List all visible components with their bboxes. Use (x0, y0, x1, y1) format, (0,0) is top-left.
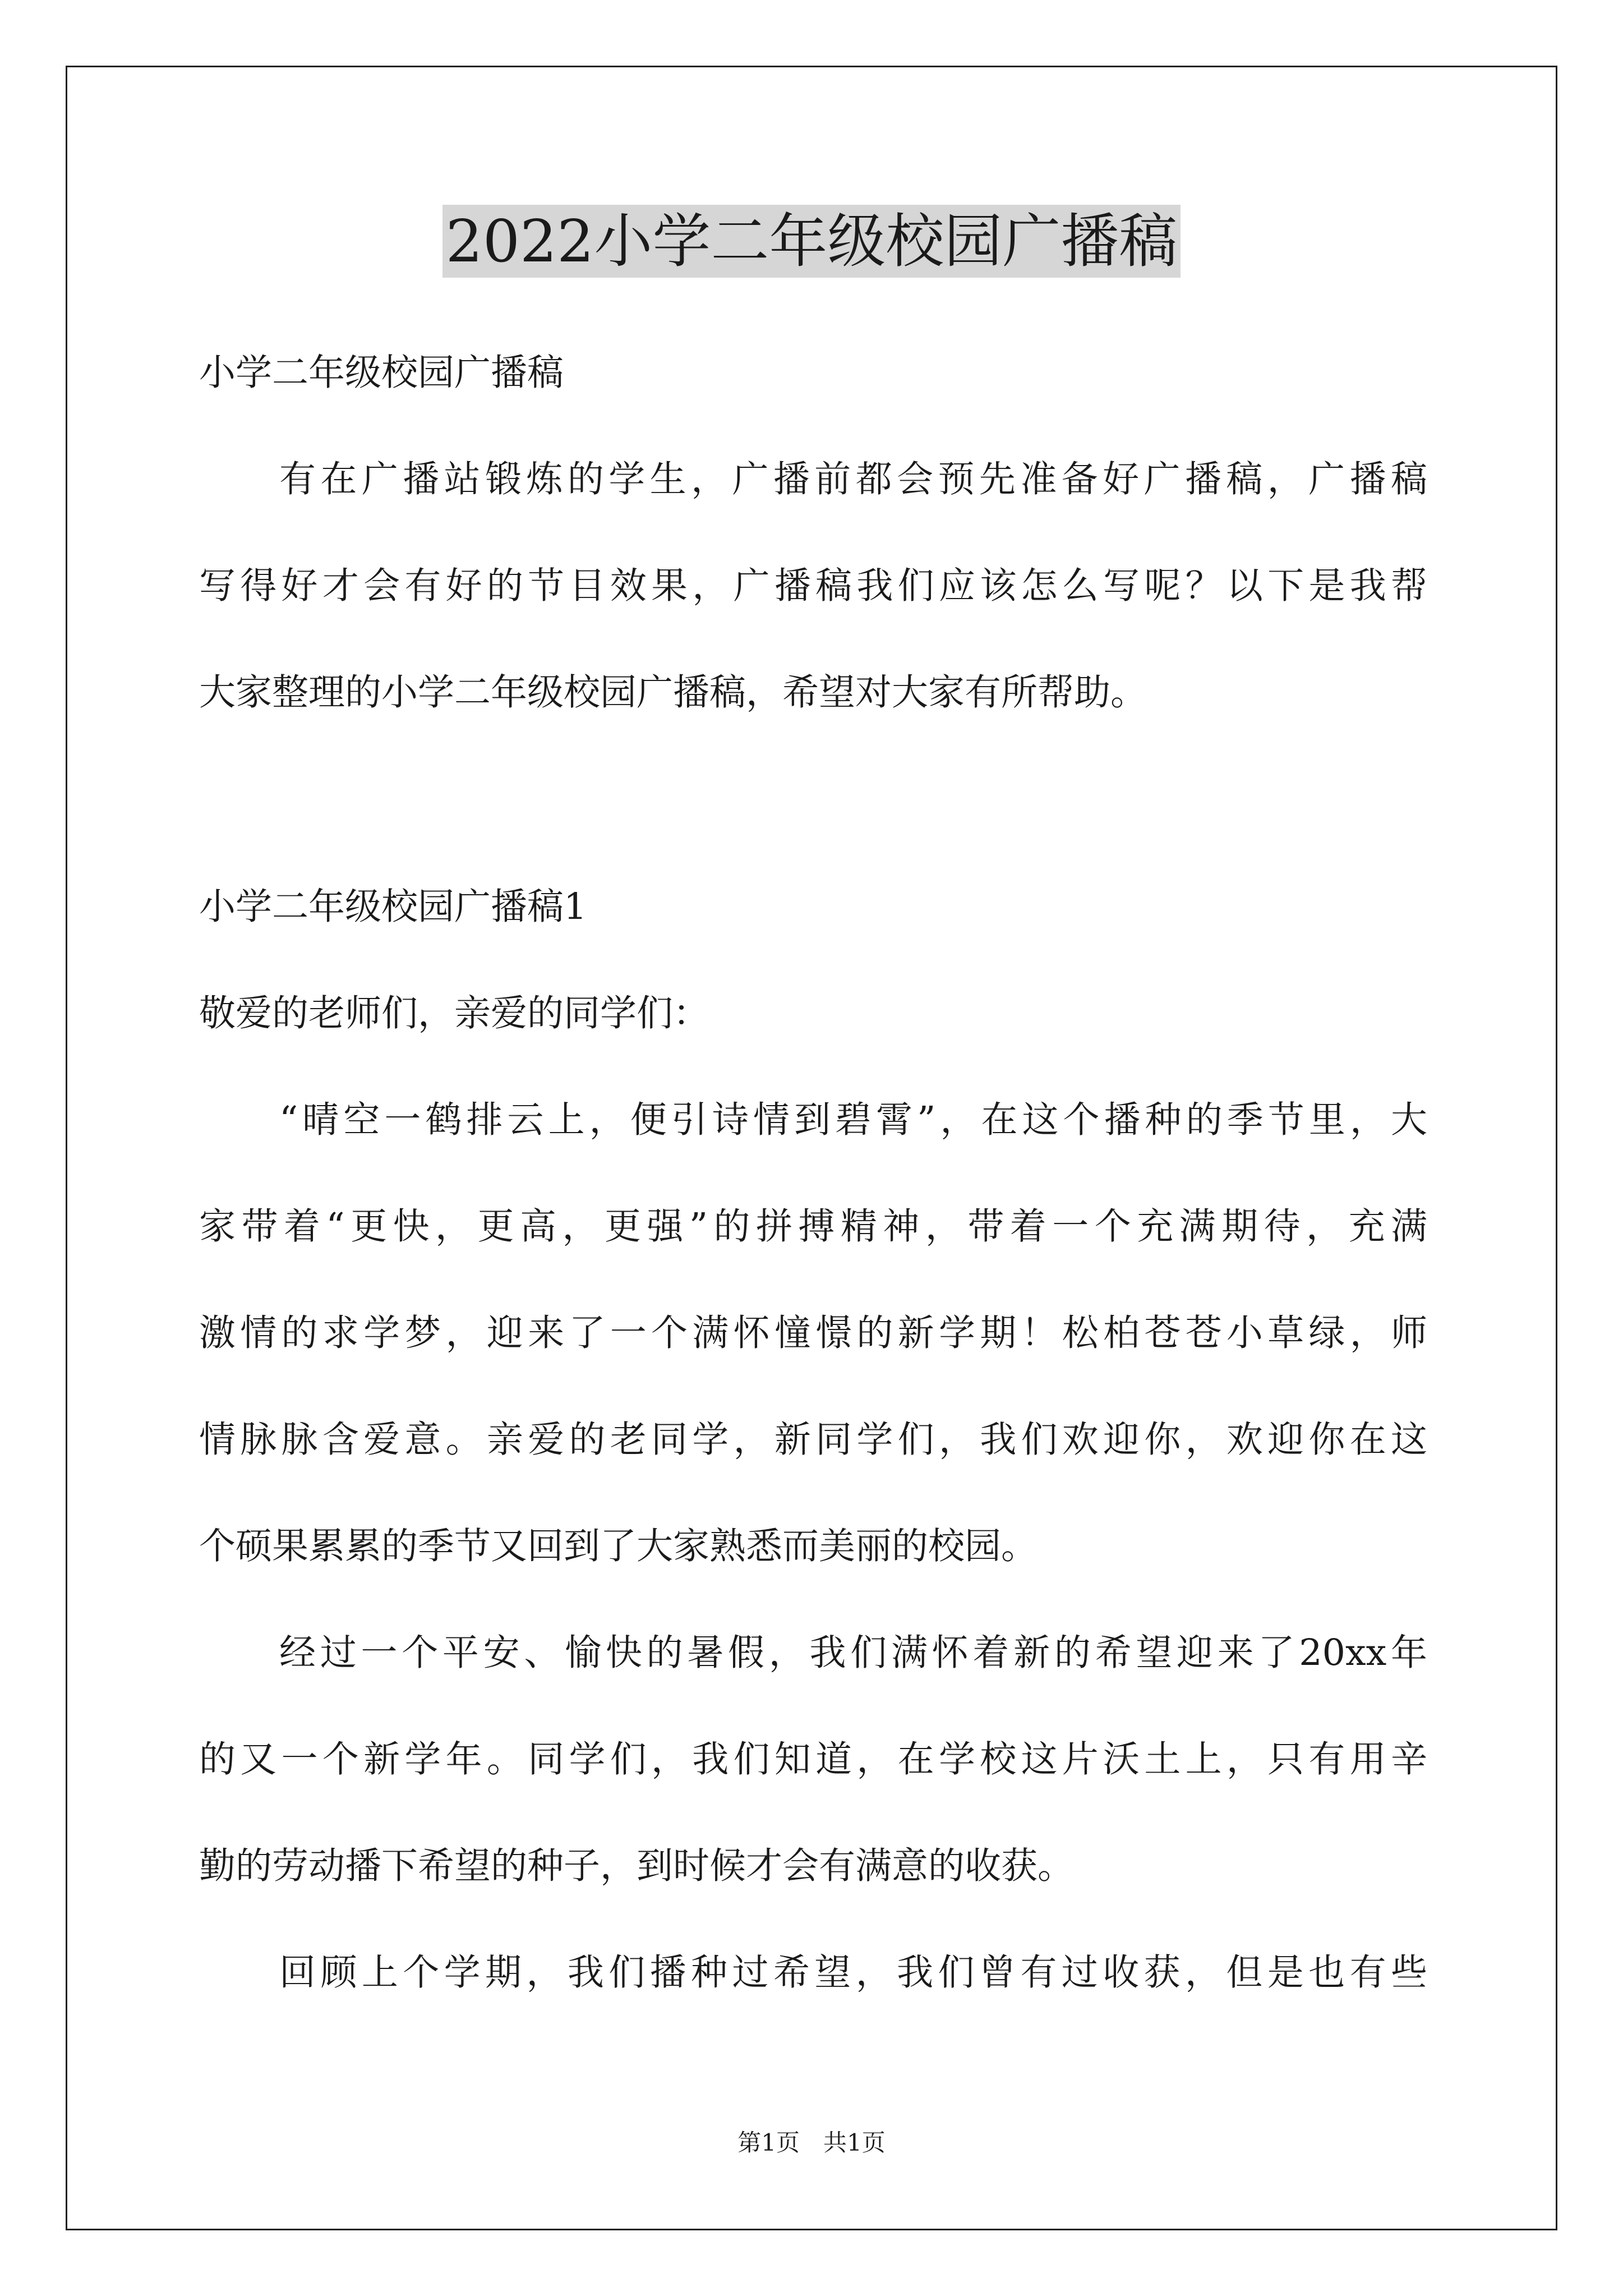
document-title (0, 202, 1623, 280)
paragraph-1 (199, 1092, 1427, 1575)
paragraph-line: 的又一个新学年。同学们，我们知道，在学校这片沃土上，只有用辛 (199, 1738, 1427, 1780)
title-highlight: 2022小学二年级校园广播稿 (442, 205, 1181, 278)
paragraph-2 (199, 1625, 1427, 1894)
paragraph-3 (199, 1945, 1427, 2001)
intro-paragraph (199, 452, 1427, 721)
intro-line: 有在广播站锻炼的学生，广播前都会预先准备好广播稿，广播稿 (279, 458, 1427, 500)
paragraph-line: 情脉脉含爱意。亲爱的老同学，新同学们，我们欢迎你，欢迎你在这 (199, 1419, 1427, 1461)
paragraph-line: 勤的劳动播下希望的种子，到时候才会有满意的收获。 (199, 1845, 1075, 1887)
paragraph-line: 回顾上个学期，我们播种过希望，我们曾有过收获，但是也有些 (279, 1952, 1427, 1994)
intro-line: 大家整理的小学二年级校园广播稿，希望对大家有所帮助。 (199, 671, 1147, 714)
paragraph-line: 激情的求学梦，迎来了一个满怀憧憬的新学期！松柏苍苍小草绿，师 (199, 1312, 1427, 1354)
paragraph-line: 经过一个平安、愉快的暑假，我们满怀着新的希望迎来了20xx年 (279, 1632, 1427, 1674)
subtitle: 小学二年级校园广播稿 (199, 352, 564, 394)
intro-line: 写得好才会有好的节目效果，广播稿我们应该怎么写呢？以下是我帮 (199, 565, 1427, 607)
paragraph-line: “晴空一鹤排云上，便引诗情到碧霄”，在这个播种的季节里，大 (279, 1099, 1427, 1141)
document-body (199, 345, 1427, 2001)
section-heading: 小学二年级校园广播稿1 (199, 886, 587, 928)
paragraph-line: 个硕果累累的季节又回到了大家熟悉而美丽的校园。 (199, 1525, 1038, 1567)
salutation: 敬爱的老师们，亲爱的同学们： (199, 992, 710, 1034)
paragraph-line: 家带着“更快，更高，更强”的拼搏精神，带着一个充满期待，充满 (199, 1205, 1427, 1248)
page-footer: 第1页 共1页 (737, 2129, 886, 2156)
